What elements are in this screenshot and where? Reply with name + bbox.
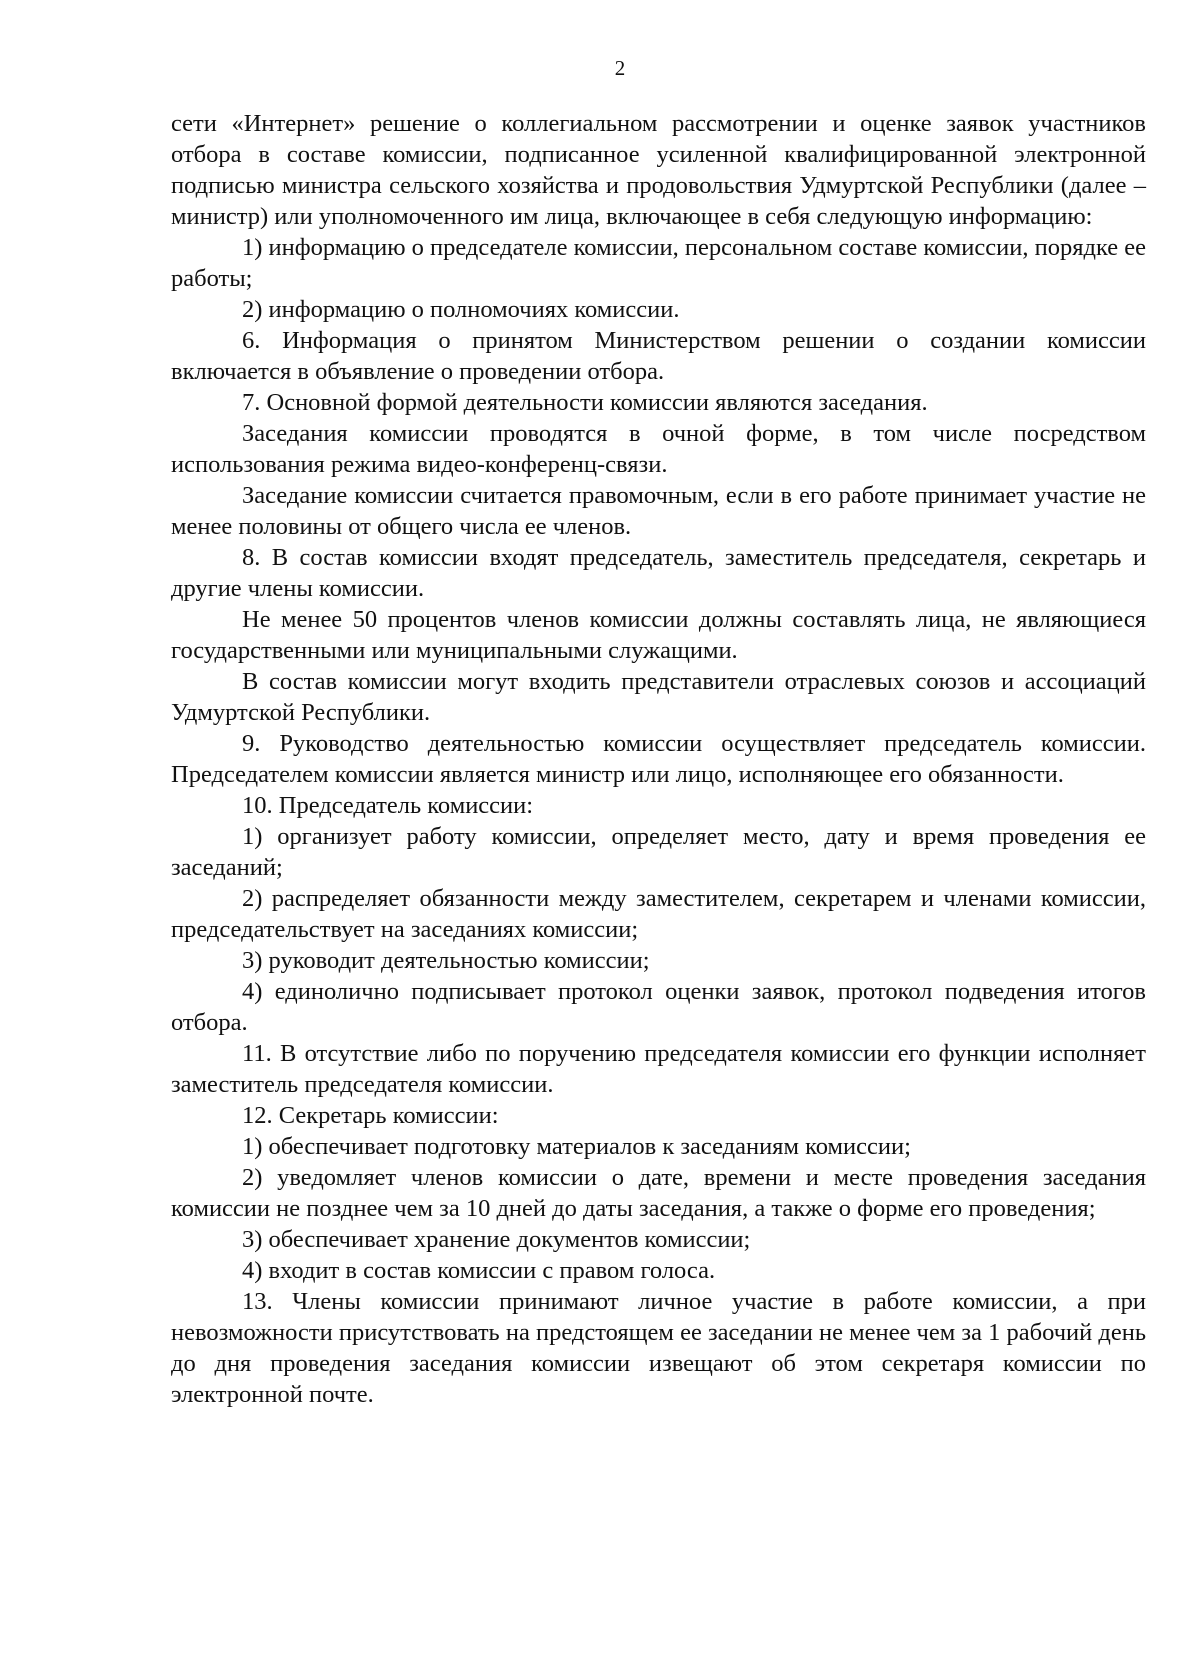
paragraph: 3) руководит деятельностью комиссии; bbox=[242, 947, 650, 974]
paragraph: 4) единолично подписывает протокол оценки заявок, протокол подведения итогов отбора. bbox=[171, 978, 1146, 1036]
paragraph: 13. Члены комиссии принимают личное участие в работе комиссии, а при невозможности присутствовать на предстоящем ее заседании не менее чем за 1 рабочий день до дня проведения заседания комиссии извещают об этом секретаря комиссии по электронной почте. bbox=[171, 1288, 1146, 1408]
paragraph: 11. В отсутствие либо по поручению председателя комиссии его функции исполняет заместитель председателя комиссии. bbox=[171, 1040, 1146, 1098]
document-body bbox=[171, 108, 1146, 1410]
paragraph: 2) распределяет обязанности между заместителем, секретарем и членами комиссии, председательствует на заседаниях комиссии; bbox=[171, 885, 1146, 943]
paragraph: сети «Интернет» решение о коллегиальном рассмотрении и оценке заявок участников отбора в составе комиссии, подписанное усиленной квалифицированной электронной подписью министра сельского хозяйства и продовольствия Удмуртской Республики (далее – министр) или уполномоченного им лица, включающее в себя следующую информацию: bbox=[171, 110, 1146, 230]
paragraph: 2) информацию о полномочиях комиссии. bbox=[242, 296, 680, 323]
paragraph: 12. Секретарь комиссии: bbox=[242, 1102, 499, 1129]
paragraph: 9. Руководство деятельностью комиссии осуществляет председатель комиссии. Председателем комиссии является министр или лицо, исполняющее его обязанности. bbox=[171, 730, 1146, 788]
paragraph: Заседания комиссии проводятся в очной форме, в том числе посредством использования режима видео-конференц-связи. bbox=[171, 420, 1146, 478]
paragraph: 4) входит в состав комиссии с правом голоса. bbox=[242, 1257, 716, 1284]
paragraph: 10. Председатель комиссии: bbox=[242, 792, 534, 819]
paragraph: 8. В состав комиссии входят председатель, заместитель председателя, секретарь и другие члены комиссии. bbox=[171, 544, 1146, 602]
paragraph: Не менее 50 процентов членов комиссии должны составлять лица, не являющиеся государственными или муниципальными служащими. bbox=[171, 606, 1146, 664]
paragraph: 3) обеспечивает хранение документов комиссии; bbox=[242, 1226, 751, 1253]
paragraph: 7. Основной формой деятельности комиссии являются заседания. bbox=[242, 389, 928, 416]
paragraph: 1) обеспечивает подготовку материалов к заседаниям комиссии; bbox=[242, 1133, 911, 1160]
paragraph: В состав комиссии могут входить представители отраслевых союзов и ассоциаций Удмуртской Республики. bbox=[171, 668, 1146, 726]
paragraph: 1) информацию о председателе комиссии, персональном составе комиссии, порядке ее работы; bbox=[171, 234, 1146, 292]
paragraph: 1) организует работу комиссии, определяет место, дату и время проведения ее заседаний; bbox=[171, 823, 1146, 881]
paragraph: 6. Информация о принятом Министерством решении о создании комиссии включается в объявление о проведении отбора. bbox=[171, 327, 1146, 385]
page-number: 2 bbox=[614, 56, 626, 80]
paragraph: 2) уведомляет членов комиссии о дате, времени и месте проведения заседания комиссии не позднее чем за 10 дней до даты заседания, а также о форме его проведения; bbox=[171, 1164, 1146, 1222]
paragraph: Заседание комиссии считается правомочным, если в его работе принимает участие не менее половины от общего числа ее членов. bbox=[171, 482, 1146, 540]
